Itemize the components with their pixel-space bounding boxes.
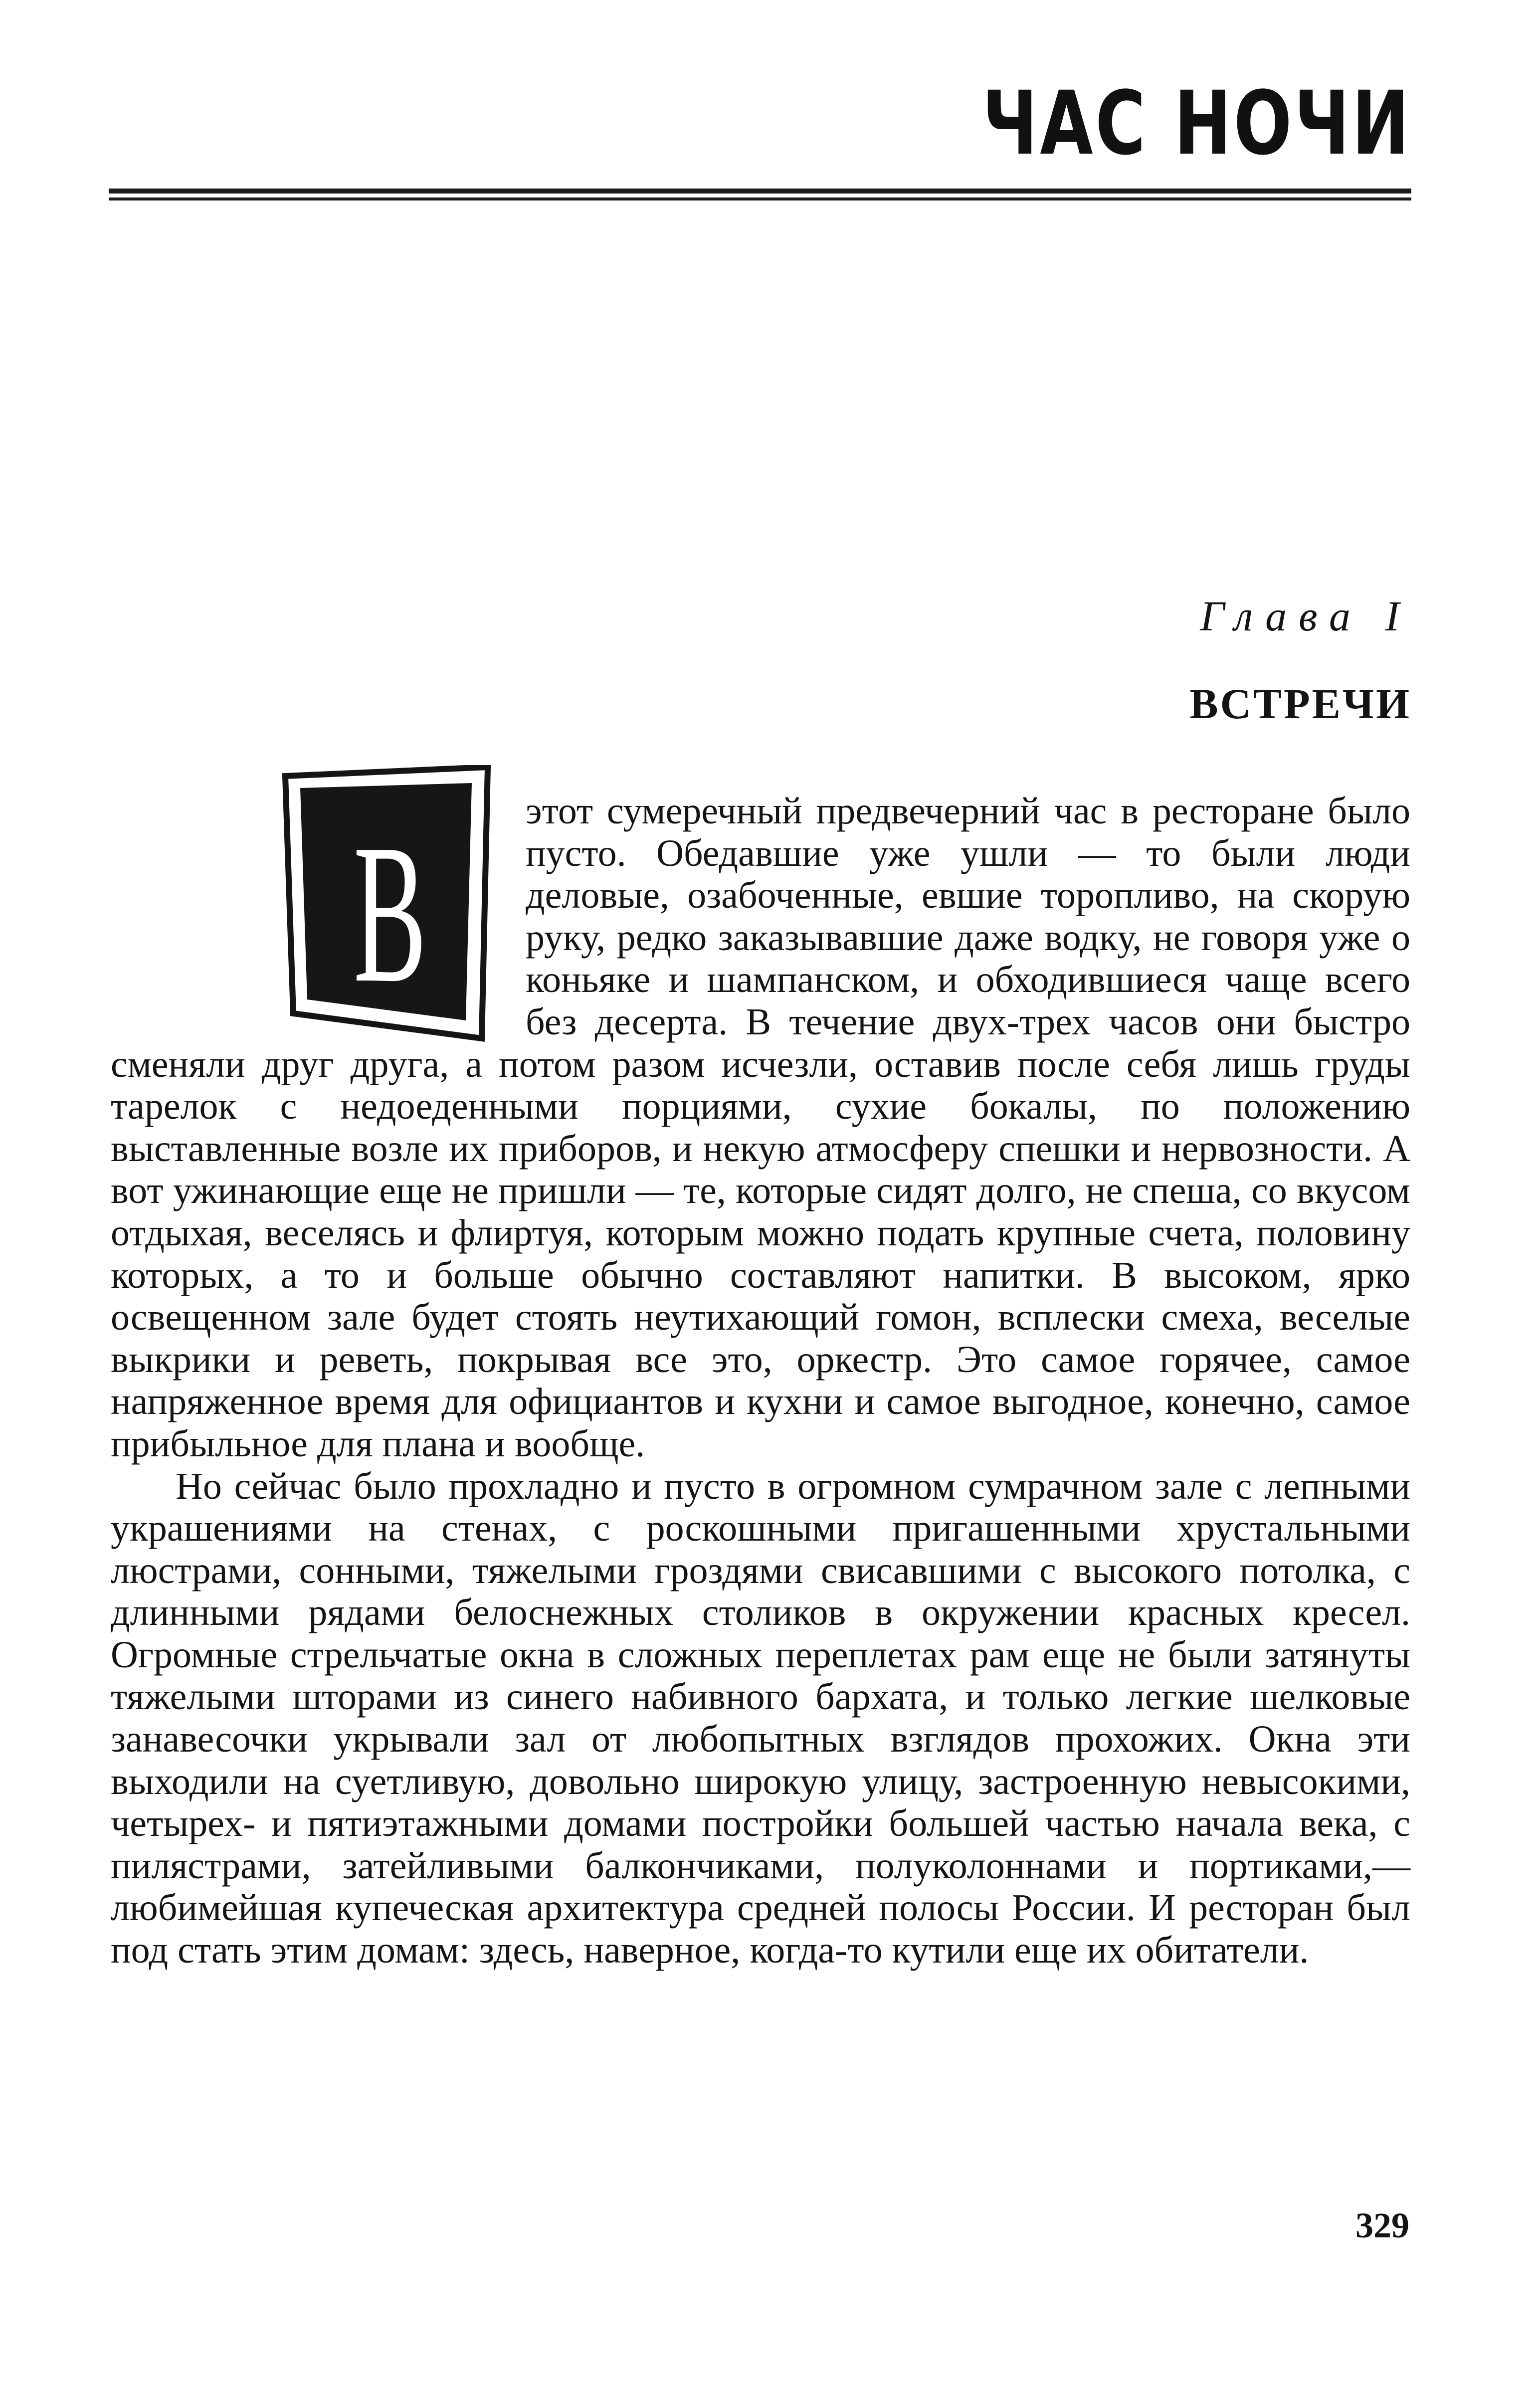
paragraph-1 [111,790,1410,1465]
drop-cap-letter: В [353,802,427,1024]
paragraph-2: Но сейчас было прохладно и пусто в огромном сумрачном зале с лепными украшениями на стенах, с роскошными пригашенными хрустальными люстрами, сонными, тяжелыми гроздями свисавшими с высокого потолка, с длинными рядами белоснежных столиков в окружении красных кресел. Огромные стрельчатые окна в сложных переплетах рам еще не были затянуты тяжелыми шторами из синего набивного бархата, и только легкие шелковые занавесочки укрывали зал от любопытных взглядов прохожих. Окна эти выходили на суетливую, довольно широкую улицу, застроенную невысокими, четырех- и пятиэтажными домами постройки большей частью начала века, с пилястрами, затейливыми балкончиками, полуколоннами и портиками,— любимейшая купеческая архитектура средней полосы России. И ресторан был под стать этим домам: здесь, наверное, когда-то кутили еще их обитатели. [111,1465,1410,1972]
paragraph-1-text: этот сумеречный предвечерний час в ресторане было пусто. Обедавшие уже ушли — то были люди деловые, озабоченные, евшие торопливо, на скорую руку, редко заказывавшие даже водку, не говоря уже о коньяке и шампанском, и обходившиеся чаще всего без десерта. В течение двух-трех часов они быстро сменяли друг друга, а потом разом исчезли, оставив после себя лишь груды тарелок с недоеденными порциями, сухие бокалы, по положению выставленные возле их приборов, и некую атмосферу спешки и нервозности. А вот ужинающие еще не пришли — те, которые сидят долго, не спеша, со вкусом отдыхая, веселясь и флиртуя, которым можно подать крупные счета, половину которых, а то и больше обычно составляют напитки. В высоком, ярко освещенном зале будет стоять неутихающий гомон, всплески смеха, веселые выкрики и реветь, покрывая все это, оркестр. Это самое горячее, самое напряженное время для официантов и кухни и самое выгодное, конечно, самое прибыльное для плана и вообще. [111,790,1410,1465]
drop-cap-spacer [111,770,526,1019]
header-rule-thick [109,189,1411,194]
running-title: ЧАС НОЧИ [982,72,1411,175]
body-text [111,790,1410,1972]
chapter-title: ВСТРЕЧИ [1189,680,1411,728]
page-number: 329 [1355,2205,1409,2245]
chapter-label: Глава I [1200,592,1411,640]
header-rule-thin [109,198,1411,200]
